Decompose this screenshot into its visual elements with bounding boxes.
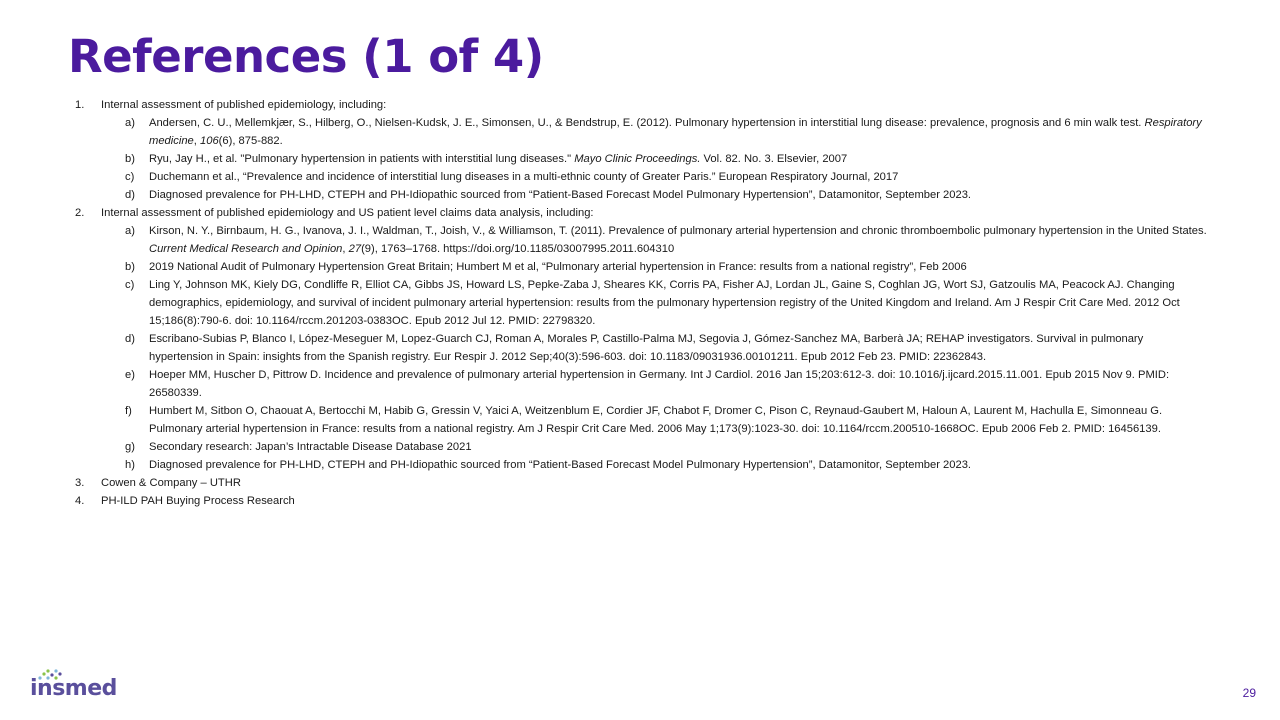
sub-reference-letter: b): [125, 153, 135, 165]
journal-volume: 27: [348, 243, 362, 255]
sub-reference-text: Ling Y, Johnson MK, Kiely DG, Condliffe R, Elliot CA, Gibbs JS, Howard LS, Pepke-Zaba J, Sheares KK, Corris PA, Fisher AJ, Lordan JL, Gaine S, Coghlan JG, Wort SJ, Gatzoulis MA, Peacock AJ. Changing demographics, epidemiology, and survival of incident pulmonary arterial hypertension: results from the pulmonary hypertension registry of the United Kingdom and Ireland. Am J Respir Crit Care Med. 2012 Oct 15;186(8):790-6. doi: 10.1164/rccm.201203-0383OC. Epub 2012 Jul 12. PMID: 22798320.: [149, 279, 1180, 327]
logo-text: insmed: [30, 676, 117, 701]
reference-item: [75, 492, 1210, 510]
reference-number: 2.: [75, 207, 85, 219]
sub-reference-item: [75, 186, 1210, 204]
sub-reference-letter: b): [125, 261, 135, 273]
sub-reference-item: [75, 330, 1210, 366]
sub-reference-letter: e): [125, 369, 135, 381]
sub-reference-letter: c): [125, 279, 135, 291]
sub-reference-letter: a): [125, 117, 135, 129]
sub-reference-item: [75, 366, 1210, 402]
sub-reference-item: [75, 276, 1210, 330]
journal-title: Respiratory medicine: [149, 117, 1202, 147]
sub-reference-text: Humbert M, Sitbon O, Chaouat A, Bertocchi M, Habib G, Gressin V, Yaici A, Weitzenblum E, Cordier JF, Chabot F, Dromer C, Pison C, Reynaud-Gaubert M, Haloun A, Laurent M, Hachulla E, Simonneau G. Pulmonary arterial hypertension in France: results from a national registry. Am J Respir Crit Care Med. 2006 May 1;173(9):1023-30. doi: 10.1164/rccm.200510-1668OC. Epub 2006 Feb 2. PMID: 16456139.: [149, 405, 1163, 435]
reference-item: [75, 204, 1210, 222]
sub-reference-letter: a): [125, 225, 135, 237]
sub-reference-letter: g): [125, 441, 135, 453]
reference-text: PH-ILD PAH Buying Process Research: [101, 495, 295, 507]
sub-reference-text: Duchemann et al., “Prevalence and incidence of interstitial lung diseases in a multi-ethnic county of Greater Paris.” European Respiratory Journal, 2017: [149, 171, 899, 183]
journal-volume: 106: [200, 135, 219, 147]
reference-number: 3.: [75, 477, 85, 489]
sub-reference-item: [75, 150, 1210, 168]
sub-reference-letter: h): [125, 459, 135, 471]
sub-reference-item: [75, 222, 1210, 258]
reference-text: Internal assessment of published epidemiology and US patient level claims data analysis, including:: [101, 207, 594, 219]
sub-reference-item: [75, 258, 1210, 276]
sub-reference-item: [75, 456, 1210, 474]
reference-list: [75, 96, 1210, 510]
sub-reference-text: Secondary research: Japan’s Intractable Disease Database 2021: [149, 441, 472, 453]
sub-reference-text: Ryu, Jay H., et al. "Pulmonary hypertension in patients with interstitial lung diseases." Mayo Clinic Proceedings. Vol. 82. No. 3. Elsevier, 2007: [149, 153, 848, 165]
sub-reference-letter: c): [125, 171, 135, 183]
sub-reference-text: Escribano-Subias P, Blanco I, López-Meseguer M, Lopez-Guarch CJ, Roman A, Morales P, Castillo-Palma MJ, Segovia J, Gómez-Sanchez MA, Barberà JA; REHAP investigators. Survival in pulmonary hypertension in Spain: insights from the Spanish registry. Eur Respir J. 2012 Sep;40(3):596-603. doi: 10.1183/09031936.00101211. Epub 2012 Feb 23. PMID: 22362843.: [149, 333, 1144, 363]
reference-number: 4.: [75, 495, 85, 507]
sub-reference-letter: d): [125, 333, 135, 345]
sub-reference-letter: f): [125, 405, 132, 417]
sub-reference-item: [75, 114, 1210, 150]
page-number: 29: [1242, 686, 1256, 700]
insmed-logo: [30, 668, 140, 704]
reference-item: [75, 96, 1210, 114]
sub-reference-letter: d): [125, 189, 135, 201]
page-title: References (1 of 4): [68, 30, 544, 83]
reference-text: Cowen & Company – UTHR: [101, 477, 241, 489]
sub-reference-text: Hoeper MM, Huscher D, Pittrow D. Incidence and prevalence of pulmonary arterial hypertension in Germany. Int J Cardiol. 2016 Jan 15;203:612-3. doi: 10.1016/j.ijcard.2015.11.001. Epub 2015 Nov 9. PMID: 26580339.: [149, 369, 1170, 399]
sub-reference-item: [75, 402, 1210, 438]
sub-reference-text: Diagnosed prevalence for PH-LHD, CTEPH and PH-Idiopathic sourced from “Patient-Based Forecast Model Pulmonary Hypertension”, Datamonitor, September 2023.: [149, 189, 972, 201]
sub-reference-text: Diagnosed prevalence for PH-LHD, CTEPH and PH-Idiopathic sourced from “Patient-Based Forecast Model Pulmonary Hypertension”, Datamonitor, September 2023.: [149, 459, 972, 471]
sub-reference-item: [75, 438, 1210, 456]
reference-item: [75, 474, 1210, 492]
journal-title: Mayo Clinic Proceedings.: [574, 153, 701, 165]
sub-reference-item: [75, 168, 1210, 186]
journal-title: Current Medical Research and Opinion: [149, 243, 343, 255]
reference-number: 1.: [75, 99, 85, 111]
sub-reference-text: Andersen, C. U., Mellemkjær, S., Hilberg, O., Nielsen-Kudsk, J. E., Simonsen, U., & Bendstrup, E. (2012). Pulmonary hypertension in interstitial lung disease: prevalence, prognosis and 6 min walk test. Respiratory medicine, 106(6), 875-882.: [149, 117, 1202, 147]
reference-text: Internal assessment of published epidemiology, including:: [101, 99, 387, 111]
sub-reference-text: 2019 National Audit of Pulmonary Hypertension Great Britain; Humbert M et al, “Pulmonary arterial hypertension in France: results from a national registry”, Feb 2006: [149, 261, 967, 273]
sub-reference-text: Kirson, N. Y., Birnbaum, H. G., Ivanova, J. I., Waldman, T., Joish, V., & Williamson, T. (2011). Prevalence of pulmonary arterial hypertension and chronic thromboembolic pulmonary hypertension in the United States. Current Medical Research and Opinion, 27(9), 1763–1768. https://doi.org/10.1185/03007995.2011.604310: [149, 225, 1207, 255]
